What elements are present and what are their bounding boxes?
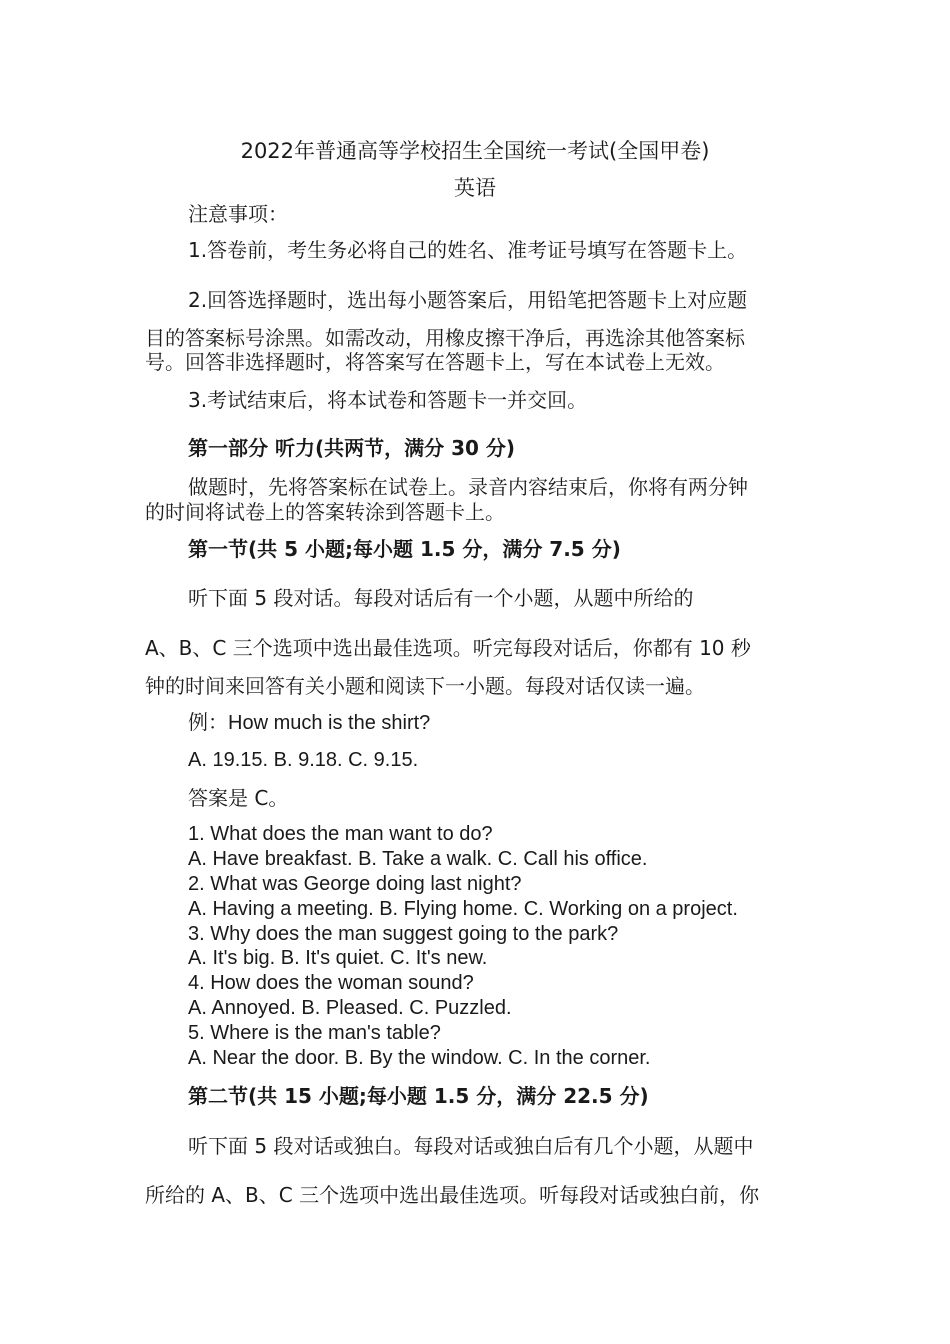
question-2: 2. What was George doing last night? [188,873,522,895]
question-4: 4. How does the woman sound? [188,972,474,994]
section2-instr-line-2: 所给的 A、B、C 三个选项中选出最佳选项。听每段对话或独白前，你 [145,1183,760,1207]
example-question: 例：How much is the shirt? [188,712,431,734]
notice-item-2-line-1: 2.回答选择题时，选出每小题答案后，用铅笔把答题卡上对应题 [188,288,748,312]
question-1-options: A. Have breakfast. B. Take a walk. C. Call his office. [188,848,648,870]
section1-instr-line-1: 听下面 5 段对话。每段对话后有一个小题，从题中所给的 [188,586,694,610]
part1-heading: 第一部分 听力(共两节，满分 30 分) [188,436,516,460]
example-answer: 答案是 C。 [188,786,289,810]
exam-title: 2022年普通高等学校招生全国统一考试(全国甲卷) [240,139,710,163]
section2-heading: 第二节(共 15 小题;每小题 1.5 分，满分 22.5 分) [188,1084,649,1108]
question-2-options: A. Having a meeting. B. Flying home. C. Working on a project. [188,898,738,920]
notice-item-3: 3.考试结束后，将本试卷和答题卡一并交回。 [188,388,588,412]
part1-intro-line-2: 的时间将试卷上的答案转涂到答题卡上。 [145,500,505,524]
exam-subject: 英语 [454,176,496,200]
notice-item-2-line-2: 目的答案标号涂黑。如需改动，用橡皮擦干净后，再选涂其他答案标 [145,326,745,350]
question-5: 5. Where is the man's table? [188,1022,441,1044]
section1-instr-line-3: 钟的时间来回答有关小题和阅读下一小题。每段对话仅读一遍。 [145,674,705,698]
notice-heading: 注意事项： [188,202,288,226]
question-3-options: A. It's big. B. It's quiet. C. It's new. [188,947,488,969]
section1-heading: 第一节(共 5 小题;每小题 1.5 分，满分 7.5 分) [188,537,621,561]
section1-instr-line-2: A、B、C 三个选项中选出最佳选项。听完每段对话后，你都有 10 秒 [145,636,751,660]
notice-item-2-line-3: 号。回答非选择题时，将答案写在答题卡上，写在本试卷上无效。 [145,350,725,374]
section2-instr-line-1: 听下面 5 段对话或独白。每段对话或独白后有几个小题，从题中 [188,1134,754,1158]
question-3: 3. Why does the man suggest going to the park? [188,923,619,945]
notice-item-1: 1.答卷前，考生务必将自己的姓名、准考证号填写在答题卡上。 [188,238,748,262]
example-options: A. 19.15. B. 9.18. C. 9.15. [188,749,419,771]
part1-intro-line-1: 做题时，先将答案标在试卷上。录音内容结束后，你将有两分钟 [188,475,748,499]
question-1: 1. What does the man want to do? [188,823,493,845]
question-4-options: A. Annoyed. B. Pleased. C. Puzzled. [188,997,512,1019]
question-5-options: A. Near the door. B. By the window. C. In the corner. [188,1047,651,1069]
